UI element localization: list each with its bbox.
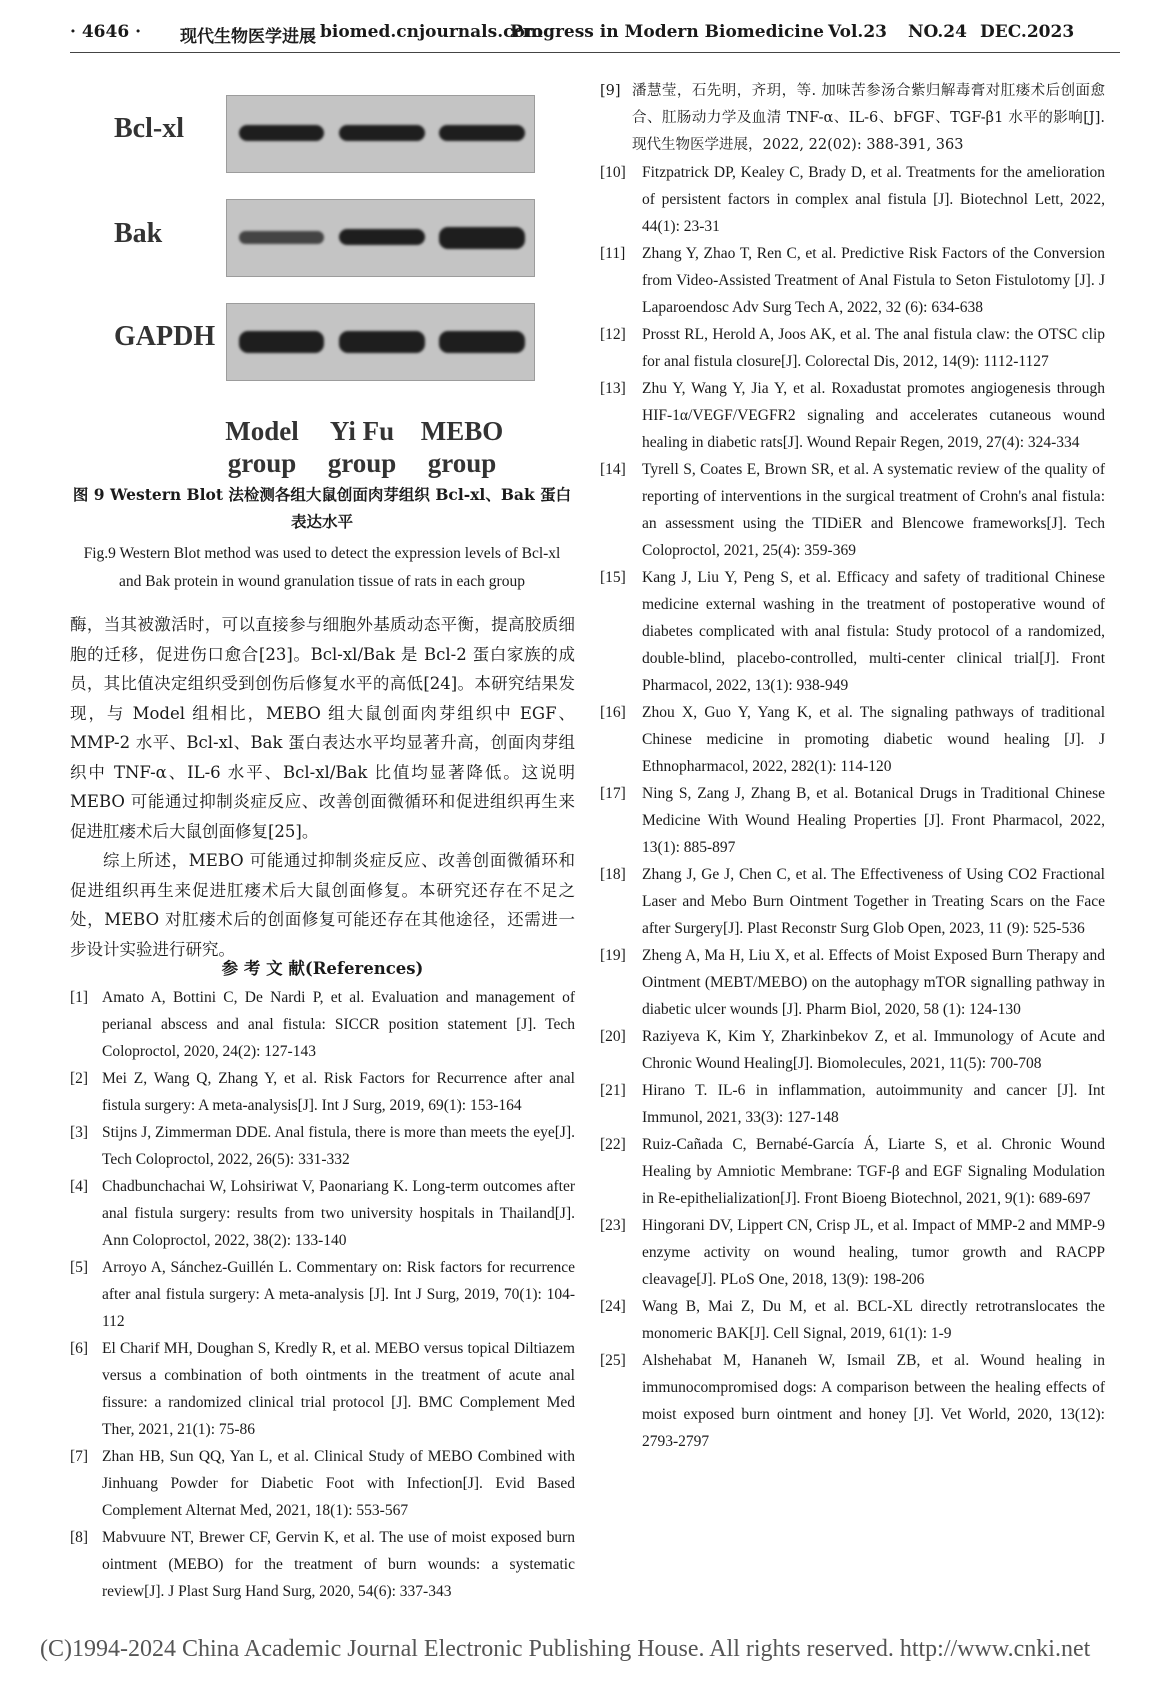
band-bak-model: [239, 231, 324, 244]
reference-text: Kang J, Liu Y, Peng S, et al. Efficacy and safety of traditional Chinese medicine external washing in the treatment of postoperative wound of diabetes complicated with anal fistula: Study protocol of a randomized, double-blind, placebo-controlled, multi-center clinical trial[J]. Front Pharmacol, 2022, 13(1): 938-949: [642, 569, 1105, 694]
reference-item: [600, 1347, 1105, 1455]
reference-text: Stijns J, Zimmerman DDE. Anal fistula, there is more than meets the eye[J]. Tech Coloproctol, 2022, 26(5): 331-332: [102, 1124, 575, 1168]
reference-item: [600, 375, 1105, 456]
reference-item: [600, 942, 1105, 1023]
reference-number: [25]: [600, 1352, 626, 1369]
reference-text: Alshehabat M, Hananeh W, Ismail ZB, et al. Wound healing in immunocompromised dogs: A comparison between the healing effects of moist exposed burn ointment and honey [J]. Vet World, 2020, 13(12): 2793-2797: [642, 1352, 1105, 1450]
band-gapdh-mebo: [439, 331, 525, 353]
reference-number: [10]: [600, 164, 626, 181]
reference-number: [1]: [70, 989, 89, 1006]
reference-number: [20]: [600, 1028, 626, 1045]
reference-number: [16]: [600, 704, 626, 721]
journal-date: DEC.2023: [980, 22, 1075, 42]
journal-issue: NO.24: [908, 22, 967, 42]
reference-text: Tyrell S, Coates E, Brown SR, et al. A systematic review of the quality of reporting of interventions in the surgical treatment of Crohn's anal fistula: an assessment using the TIDiER and Blencowe frameworks[J]. Tech Coloproctol, 2021, 25(4): 359-369: [642, 461, 1105, 559]
reference-number: [23]: [600, 1217, 626, 1234]
reference-number: [18]: [600, 866, 626, 883]
reference-number: [22]: [600, 1136, 626, 1153]
blot-panel-gapdh: [226, 303, 535, 381]
reference-text: Chadbunchachai W, Lohsiriwat V, Paonariang K. Long-term outcomes after anal fistula surgery: results from two university hospitals in Thailand[J]. Ann Coloproctol, 2022, 38(2): 133-140: [102, 1178, 575, 1249]
blot-label-bcl-xl: Bcl-xl: [114, 113, 184, 144]
band-bcl-xl-model: [239, 125, 324, 141]
reference-number: [5]: [70, 1259, 89, 1276]
reference-number: [8]: [70, 1529, 89, 1546]
figure-caption-en: Fig.9 Western Blot method was used to detect the expression levels of Bcl-xl and Bak protein in wound granulation tissue of rats in each group: [83, 545, 561, 590]
body-text: [70, 610, 575, 964]
band-bcl-xl-mebo: [439, 125, 525, 141]
copyright-footer: (C)1994-2024 China Academic Journal Electronic Publishing House. All rights reserved. http://www.cnki.net: [40, 1636, 1091, 1662]
reference-text: Arroyo A, Sánchez-Guillén L. Commentary on: Risk factors for recurrence after anal fistula surgery: A meta-analysis [J]. Int J Surg, 2019, 70(1): 104-112: [102, 1259, 575, 1330]
band-gapdh-yifu: [339, 331, 425, 353]
reference-text: Amato A, Bottini C, De Nardi P, et al. Evaluation and management of perianal abscess and anal fistula: SICCR position statement [J]. Tech Coloproctol, 2020, 24(2): 127-143: [102, 989, 575, 1060]
reference-text: Zhan HB, Sun QQ, Yan L, et al. Clinical Study of MEBO Combined with Jinhuang Powder for Diabetic Foot with Infection[J]. Evid Based Complement Alternat Med, 2021, 18(1): 553-567: [102, 1448, 575, 1519]
blot-label-bak: Bak: [114, 218, 163, 249]
reference-item: [600, 861, 1105, 942]
reference-text: Zhang J, Ge J, Chen C, et al. The Effectiveness of Using CO2 Fractional Laser and Mebo Burn Ointment Together in Treating Scars on the Face after Surgery[J]. Plast Reconstr Surg Glob Open, 2023, 11 (9): 525-536: [642, 866, 1105, 937]
reference-item: [70, 1524, 575, 1605]
reference-text: Fitzpatrick DP, Kealey C, Brady D, et al. Treatments for the amelioration of persistent factors in complex anal fistula [J]. Biotechnol Lett, 2022, 44(1): 23-31: [642, 164, 1105, 235]
reference-item: [70, 1443, 575, 1524]
reference-item: [600, 78, 1105, 159]
reference-number: [19]: [600, 947, 626, 964]
reference-text: 潘慧莹，石先明，齐玥，等. 加味苦参汤合紫归解毒膏对肛瘘术后创面愈合、肛肠动力学及血清 TNF-α、IL-6、bFGF、TGF-β1 水平的影响[J]. 现代生物医学进展，2022, 22(02): 388-391, 363: [632, 83, 1105, 153]
group-label-model: [212, 415, 312, 479]
group-label-mebo: [412, 415, 512, 479]
reference-number: [21]: [600, 1082, 626, 1099]
journal-volume: Vol.23: [828, 22, 888, 42]
reference-text: Zheng A, Ma H, Liu X, et al. Effects of Moist Exposed Burn Therapy and Ointment (MEBT/MEBO) on the autophagy mTOR signalling pathway in diabetic ulcer wounds [J]. Pharm Biol, 2020, 58 (1): 124-130: [642, 947, 1105, 1018]
reference-item: [600, 780, 1105, 861]
reference-text: Zhu Y, Wang Y, Jia Y, et al. Roxadustat promotes angiogenesis through HIF-1α/VEGF/VEGFR2 signaling and accelerates cutaneous wound healing in diabetic rats[J]. Wound Repair Regen, 2019, 27(4): 324-334: [642, 380, 1105, 451]
references-left-column: [70, 984, 575, 1605]
blot-panel-bcl-xl: [226, 95, 535, 173]
reference-number: [14]: [600, 461, 626, 478]
reference-item: [600, 159, 1105, 240]
reference-number: [24]: [600, 1298, 626, 1315]
references-right-column: [600, 78, 1105, 1455]
band-bak-mebo: [439, 227, 525, 249]
band-bak-yifu: [339, 229, 425, 245]
reference-number: [13]: [600, 380, 626, 397]
running-header: [70, 22, 1120, 48]
group-label-line: group: [227, 448, 297, 478]
reference-text: Mabvuure NT, Brewer CF, Gervin K, et al. The use of moist exposed burn ointment (MEBO) for the treatment of burn wounds: a systematic review[J]. J Plast Surg Hand Surg, 2020, 54(6): 337-343: [102, 1529, 575, 1600]
band-bcl-xl-yifu: [339, 125, 425, 141]
blot-label-gapdh: GAPDH: [114, 321, 216, 352]
reference-item: [70, 1119, 575, 1173]
band-gapdh-model: [239, 331, 324, 353]
reference-item: [600, 564, 1105, 699]
blot-panel-bak: [226, 199, 535, 277]
reference-item: [600, 1131, 1105, 1212]
reference-item: [70, 984, 575, 1065]
reference-item: [600, 1293, 1105, 1347]
body-paragraph: 综上所述，MEBO 可能通过抑制炎症反应、改善创面微循环和促进组织再生来促进肛瘘术后大鼠创面修复。本研究还存在不足之处，MEBO 对肛瘘术后的创面修复可能还存在其他途径，还需进一步设计实验进行研究。: [70, 851, 575, 959]
reference-text: Zhang Y, Zhao T, Ren C, et al. Predictive Risk Factors of the Conversion from Video-Assisted Treatment of Anal Fistula to Seton Fistulotomy [J]. J Laparoendosc Adv Surg Tech A, 2022, 32 (6): 634-638: [642, 245, 1105, 316]
reference-item: [70, 1335, 575, 1443]
reference-item: [600, 456, 1105, 564]
reference-item: [70, 1173, 575, 1254]
reference-text: Wang B, Mai Z, Du M, et al. BCL-XL directly retrotranslocates the monomeric BAK[J]. Cell Signal, 2019, 61(1): 1-9: [642, 1298, 1105, 1342]
group-label-line: group: [427, 448, 497, 478]
group-label-line: MEBO: [420, 416, 504, 446]
reference-number: [9]: [600, 83, 621, 99]
reference-number: [2]: [70, 1070, 89, 1087]
reference-text: Ning S, Zang J, Zhang B, et al. Botanical Drugs in Traditional Chinese Medicine With Wound Healing Properties [J]. Front Pharmacol, 2022, 13(1): 885-897: [642, 785, 1105, 856]
header-rule: [70, 52, 1120, 53]
reference-text: Ruiz-Cañada C, Bernabé-García Á, Liarte S, et al. Chronic Wound Healing by Amniotic Membrane: TGF-β and EGF Signaling Modulation in Re-epithelialization[J]. Front Bioeng Biotechnol, 2021, 9(1): 689-697: [642, 1136, 1105, 1207]
body-paragraph: 酶，当其被激活时，可以直接参与细胞外基质动态平衡，提高胶质细胞的迁移，促进伤口愈合[23]。Bcl-xl/Bak 是 Bcl-2 蛋白家族的成员，其比值决定组织受到创伤后修复水平的高低[24]。本研究结果发现，与 Model 组相比，MEBO 组大鼠创面肉芽组织中 EGF、MMP-2 水平、Bcl-xl、Bak 蛋白表达水平均显著升高，创面肉芽组织中 TNF-α、IL-6 水平、Bcl-xl/Bak 比值均显著降低。这说明 MEBO 可能通过抑制炎症反应、改善创面微循环和促进组织再生来促进肛瘘术后大鼠创面修复[25]。: [70, 615, 575, 841]
reference-number: [12]: [600, 326, 626, 343]
page-number: · 4646 ·: [70, 22, 141, 42]
reference-item: [600, 1212, 1105, 1293]
journal-name-cn: 现代生物医学进展: [180, 27, 316, 47]
group-label-line: Model: [225, 416, 299, 446]
reference-number: [7]: [70, 1448, 89, 1465]
reference-item: [70, 1065, 575, 1119]
figure-caption-cn: 图 9 Western Blot 法检测各组大鼠创面肉芽组织 Bcl-xl、Bak 蛋白表达水平: [72, 485, 572, 531]
reference-item: [600, 1077, 1105, 1131]
reference-item: [70, 1254, 575, 1335]
reference-text: Hirano T. IL-6 in inflammation, autoimmunity and cancer [J]. Int Immunol, 2021, 33(3): 127-148: [642, 1082, 1105, 1126]
reference-number: [15]: [600, 569, 626, 586]
reference-text: Raziyeva K, Kim Y, Zharkinbekov Z, et al. Immunology of Acute and Chronic Wound Healing[J]. Biomolecules, 2021, 11(5): 700-708: [642, 1028, 1105, 1072]
western-blot-figure: [100, 85, 570, 485]
reference-number: [11]: [600, 245, 626, 262]
reference-text: Mei Z, Wang Q, Zhang Y, et al. Risk Factors for Recurrence after anal fistula surgery: A meta-analysis[J]. Int J Surg, 2019, 69(1): 153-164: [102, 1070, 575, 1114]
group-label-line: group: [327, 448, 397, 478]
reference-number: [4]: [70, 1178, 89, 1195]
journal-name-en: Progress in Modern Biomedicine: [510, 22, 824, 42]
reference-text: Zhou X, Guo Y, Yang K, et al. The signaling pathways of traditional Chinese medicine in promoting diabetic wound healing [J]. J Ethnopharmacol, 2022, 282(1): 114-120: [642, 704, 1105, 775]
reference-item: [600, 1023, 1105, 1077]
reference-text: Prosst RL, Herold A, Joos AK, et al. The anal fistula claw: the OTSC clip for anal fistula closure[J]. Colorectal Dis, 2012, 14(9): 1112-1127: [642, 326, 1105, 370]
reference-number: [3]: [70, 1124, 89, 1141]
references-heading: 参 考 文 献(References): [221, 959, 424, 978]
reference-item: [600, 321, 1105, 375]
group-label-yifu: [312, 415, 412, 479]
reference-number: [6]: [70, 1340, 89, 1357]
reference-text: El Charif MH, Doughan S, Kredly R, et al. MEBO versus topical Diltiazem versus a combination of both ointments in the treatment of acute anal fissure: a randomized clinical trial protocol [J]. BMC Complement Med Ther, 2021, 21(1): 75-86: [102, 1340, 575, 1438]
reference-text: Hingorani DV, Lippert CN, Crisp JL, et al. Impact of MMP-2 and MMP-9 enzyme activity on wound healing, tumor growth and RACPP cleavage[J]. PLoS One, 2018, 13(9): 198-206: [642, 1217, 1105, 1288]
journal-site: biomed.cnjournals.com: [320, 22, 543, 42]
reference-item: [600, 240, 1105, 321]
reference-item: [600, 699, 1105, 780]
reference-number: [17]: [600, 785, 626, 802]
group-label-line: Yi Fu: [329, 416, 395, 446]
